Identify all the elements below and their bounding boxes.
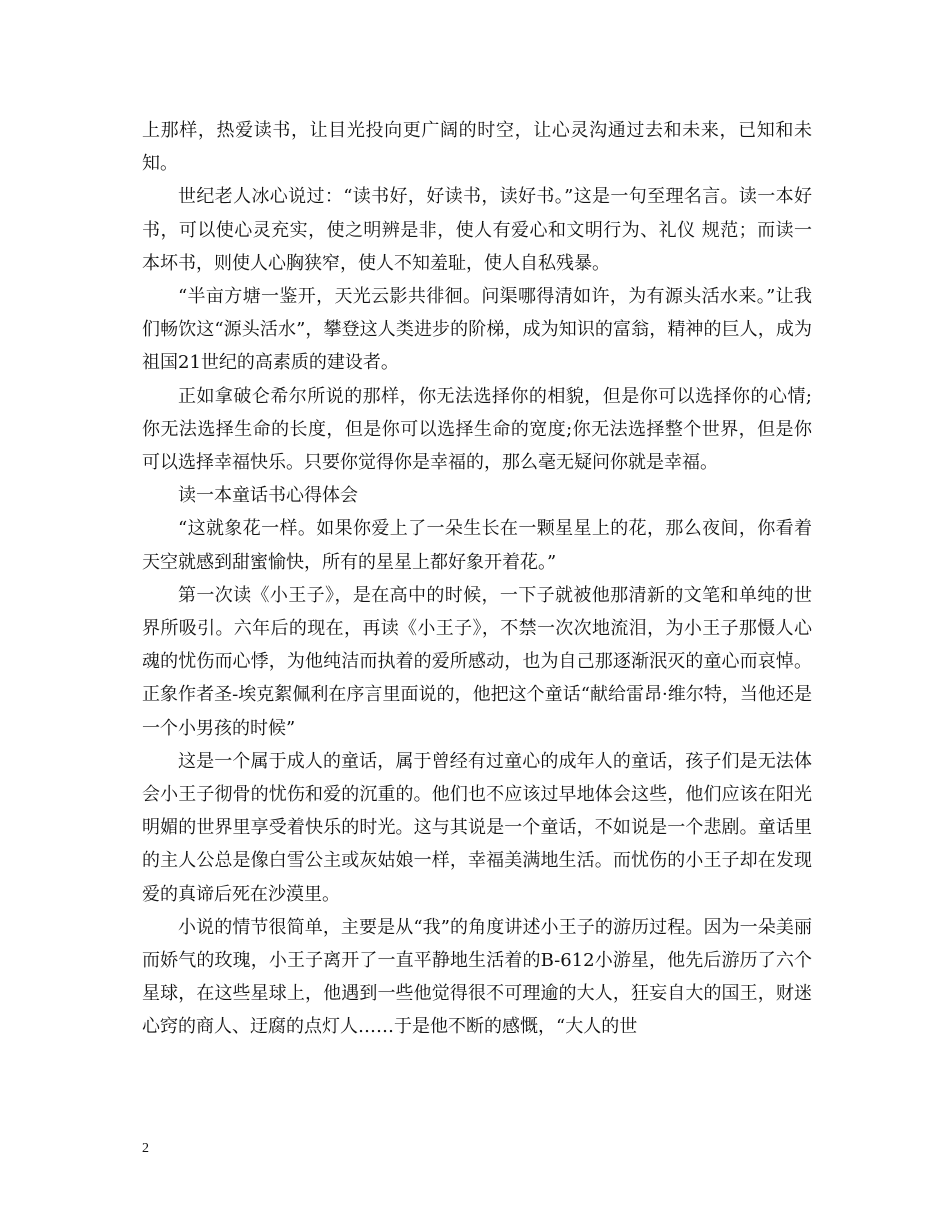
paragraph-napoleon-hill: 正如拿破仑希尔所说的那样，你无法选择你的相貌，但是你可以选择你的心情;你无法选择生命的长度，但是你可以选择生命的宽度;你无法选择整个世界，但是你可以选择幸福快乐。只要你觉得你是幸福的，那么毫无疑问你就是幸福。 <box>142 385 812 474</box>
section-heading: 读一本童话书心得体会 <box>178 485 358 507</box>
page-number: 2 <box>142 1141 149 1156</box>
paragraph-continuation: 上那样，热爱读书，让目光投向更广阔的时空，让心灵沟通过去和未来，已知和未知。 <box>142 120 812 175</box>
paragraph-bingxin-quote: 世纪老人冰心说过：“读书好，好读书，读好书。”这是一句至理名言。读一本好书，可以使心灵充实，使之明辨是非，使人有爱心和文明行为、礼仪 规范；而读一本坏书，则使人心胸狭窄，使人不知羞耻，使人自私残暴。 <box>142 186 812 274</box>
paragraph-flower-quote: “这就象花一样。如果你爱上了一朵生长在一颗星星上的花，那么夜间，你看着天空就感到甜蜜愉快，所有的星星上都好象开着花。” <box>142 518 812 573</box>
paragraph-poem-quote: “半亩方塘一鉴开，天光云影共徘徊。问渠哪得清如许，为有源头活水来。”让我们畅饮这“源头活水”，攀登这人类进步的阶梯，成为知识的富翁，精神的巨人，成为祖国21世纪的高素质的建设者。 <box>142 286 812 374</box>
paragraph-first-reading: 第一次读《小王子》，是在高中的时候，一下子就被他那清新的文笔和单纯的世界所吸引。六年后的现在，再读《小王子》，不禁一次次地流泪，为小王子那慑人心魂的忧伤而心悸，为他纯洁而执着的爱所感动，也为自己那逐渐泯灭的童心而哀悼。正象作者圣-埃克絮佩利在序言里面说的，他把这个童话“献给雷昂·维尔特，当他还是一个小男孩的时候” <box>142 584 812 739</box>
document-body <box>142 114 812 1044</box>
paragraph-plot-summary: 小说的情节很简单，主要是从“我”的角度讲述小王子的游历过程。因为一朵美丽而娇气的玫瑰，小王子离开了一直平静地生活着的B-612小游星，他先后游历了六个星球，在这些星球上，他遇到一些他觉得很不可理逾的大人，狂妄自大的国王，财迷心窍的商人、迂腐的点灯人……于是他不断的感慨，“大人的世 <box>142 916 812 1038</box>
paragraph-adult-fairy-tale: 这是一个属于成人的童话，属于曾经有过童心的成年人的童话，孩子们是无法体会小王子彻骨的忧伤和爱的沉重的。他们也不应该过早地体会这些，他们应该在阳光明媚的世界里享受着快乐的时光。这与其说是一个童话，不如说是一个悲剧。童话里的主人公总是像白雪公主或灰姑娘一样，幸福美满地生活。而忧伤的小王子却在发现爱的真谛后死在沙漠里。 <box>142 750 812 905</box>
